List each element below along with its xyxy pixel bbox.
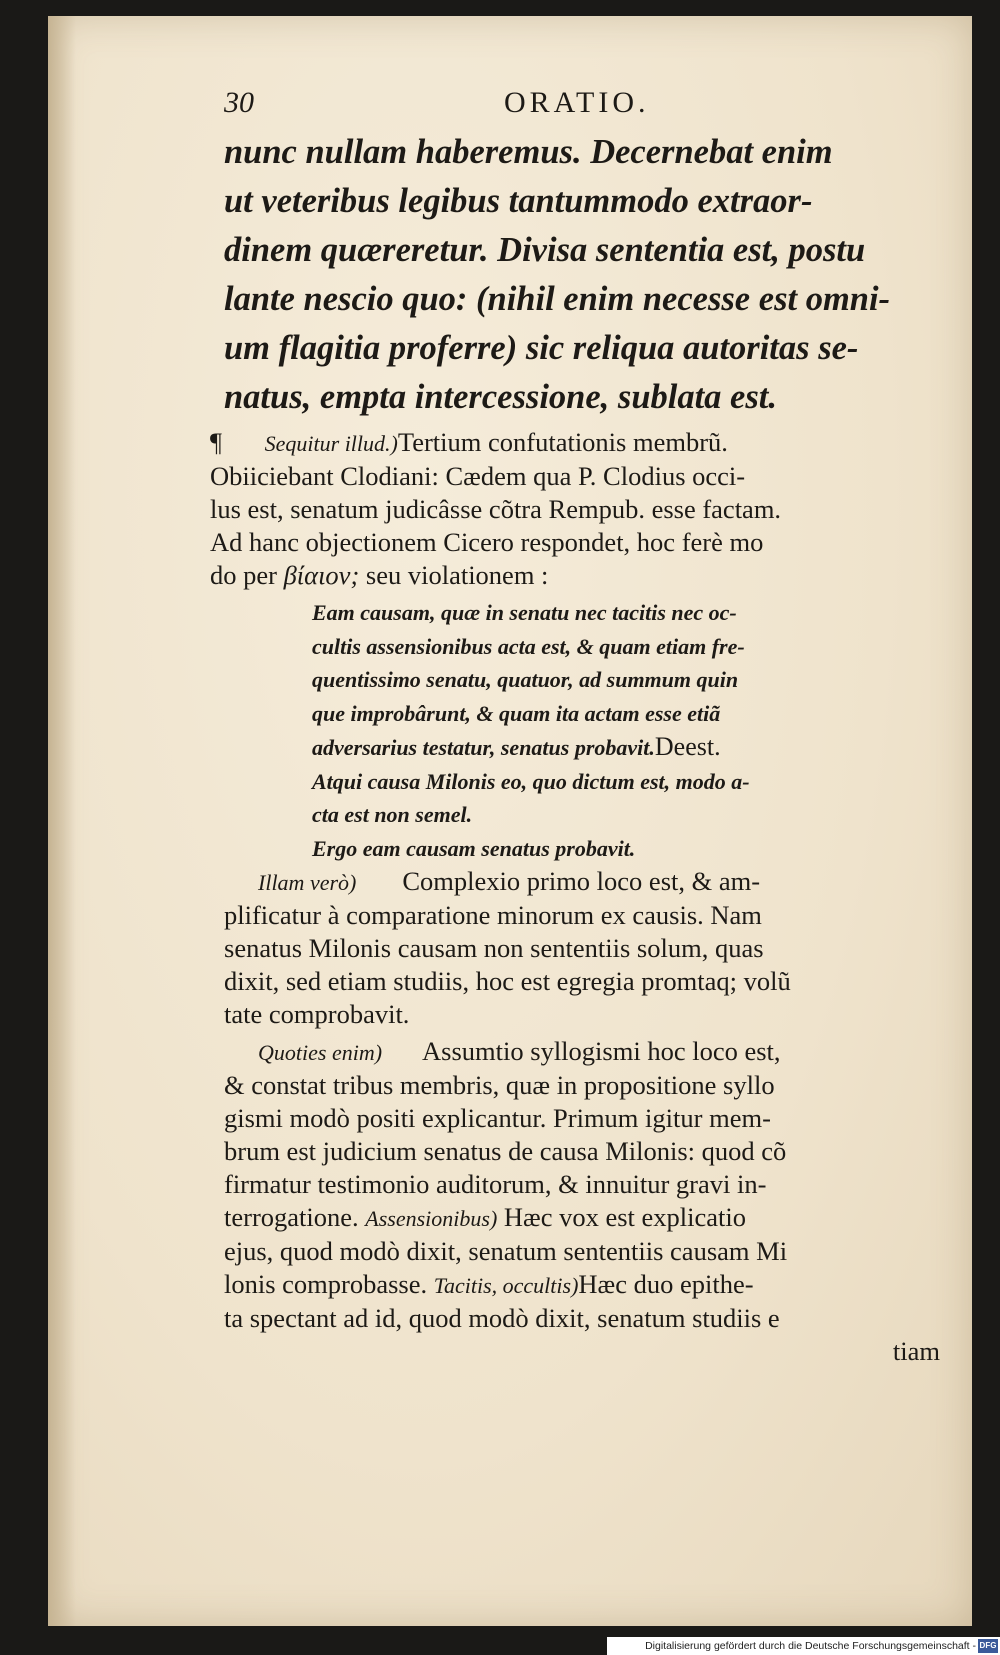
page-header — [224, 80, 940, 128]
greek-word: βίαιον; — [283, 560, 360, 590]
commentary-line: Ad hanc objectionem Cicero respondet, hoc ferè mo — [210, 527, 764, 557]
commentary-line: dixit, sed etiam studiis, hoc est egregia promtaq; volũ — [224, 966, 791, 996]
syllogism-line: que improbârunt, & quam ita actam esse etiã — [312, 700, 721, 726]
lemma: Quoties enim) — [258, 1040, 383, 1065]
dfg-logo-icon: DFG — [978, 1639, 998, 1653]
commentary-text: do per — [210, 560, 277, 590]
oration-line: lante nescio quo: (nihil enim necesse est omni- — [224, 280, 891, 318]
oration-line: natus, empta intercessione, sublata est. — [224, 378, 778, 416]
commentary-paragraph-3 — [224, 1035, 940, 1368]
commentary-paragraph-1 — [210, 426, 940, 592]
syllogism-line — [224, 730, 940, 765]
oration-line: nunc nullam haberemus. Decernebat enim — [224, 133, 833, 171]
commentary-line: & constat tribus membris, quæ in propositione syllo — [224, 1070, 775, 1100]
catchword: tiam — [892, 1336, 940, 1366]
lemma: Illam verò) — [258, 870, 357, 895]
commentary-text: lonis comprobasse. — [224, 1269, 428, 1299]
commentary-line: brum est judicium senatus de causa Milonis: quod cõ — [224, 1136, 787, 1166]
commentary-line — [224, 1035, 940, 1069]
commentary-text: Complexio primo loco est, & am- — [402, 866, 761, 896]
commentary-line — [210, 559, 940, 592]
commentary-line: lus est, senatum judicâsse cõtra Rempub. esse factam. — [210, 494, 782, 524]
commentary-line: plificatur à comparatione minorum ex causis. Nam — [224, 900, 762, 930]
commentary-line — [224, 1268, 940, 1302]
commentary-line — [224, 865, 940, 899]
syllogism-block — [224, 596, 940, 865]
commentary-line: ejus, quod modò dixit, senatum sententiis causam Mi — [224, 1236, 788, 1266]
syllogism-line: cultis assensionibus acta est, & quam etiam fre- — [312, 633, 745, 659]
syllogism-minor-line: Atqui causa Milonis eo, quo dictum est, modo a- — [312, 768, 750, 794]
oration-line: dinem quæreretur. Divisa sententia est, postu — [224, 231, 866, 269]
running-title: ORATIO. — [504, 86, 650, 119]
syllogism-line: quentissimo senatu, quatuor, ad summum quin — [312, 667, 739, 692]
oration-line: ut veteribus legibus tantummodo extraor- — [224, 182, 813, 220]
credit-text: Digitalisierung gefördert durch die Deutsche Forschungsgemeinschaft - — [645, 1640, 976, 1652]
syllogism-text: adversarius testatur, senatus probavit. — [312, 735, 655, 760]
commentary-line — [224, 1201, 940, 1235]
page-gutter-shadow — [48, 16, 76, 1626]
commentary-line: tate comprobavit. — [224, 999, 410, 1029]
commentary-text: terrogatione. — [224, 1202, 359, 1232]
digitization-credit — [607, 1637, 1000, 1655]
syllogism-line: Eam causam, quæ in senatu nec tacitis nec oc- — [312, 600, 737, 625]
commentary-line: Obiiciebant Clodiani: Cædem qua P. Clodius occi- — [210, 461, 746, 491]
deest-note: Deest. — [654, 732, 721, 761]
commentary-line: gismi modò positi explicantur. Primum igitur mem- — [224, 1103, 771, 1133]
lemma: Tacitis, occultis) — [433, 1273, 579, 1298]
commentary-text: Assumtio syllogismi hoc loco est, — [422, 1036, 781, 1066]
commentary-paragraph-2 — [224, 865, 940, 1031]
commentary-text: Tertium confutationis membrũ. — [397, 427, 728, 457]
oration-text-block — [224, 128, 940, 422]
lemma: Assensionibus) — [365, 1206, 498, 1231]
oration-line: um flagitia proferre) sic reliqua autoritas se- — [224, 329, 859, 367]
syllogism-conclusion: Ergo eam causam senatus probavit. — [312, 835, 636, 861]
commentary-text: Hæc vox est explicatio — [503, 1202, 747, 1232]
syllogism-minor-line: cta est non semel. — [312, 802, 473, 827]
commentary-text: seu violationem : — [365, 560, 549, 590]
commentary-line: firmatur testimonio auditorum, & innuitur gravi in- — [224, 1169, 767, 1199]
commentary-line — [210, 426, 940, 460]
commentary-line: senatus Milonis causam non sententiis solum, quas — [224, 933, 764, 963]
folio-number: 30 — [224, 86, 254, 119]
paragraph-mark: ¶ — [210, 427, 223, 457]
lemma: Sequitur illud.) — [264, 431, 398, 456]
commentary-line: ta spectant ad id, quod modò dixit, senatum studiis e — [224, 1303, 780, 1333]
page-text — [210, 80, 940, 1368]
commentary-text: Hæc duo epithe- — [578, 1269, 754, 1299]
